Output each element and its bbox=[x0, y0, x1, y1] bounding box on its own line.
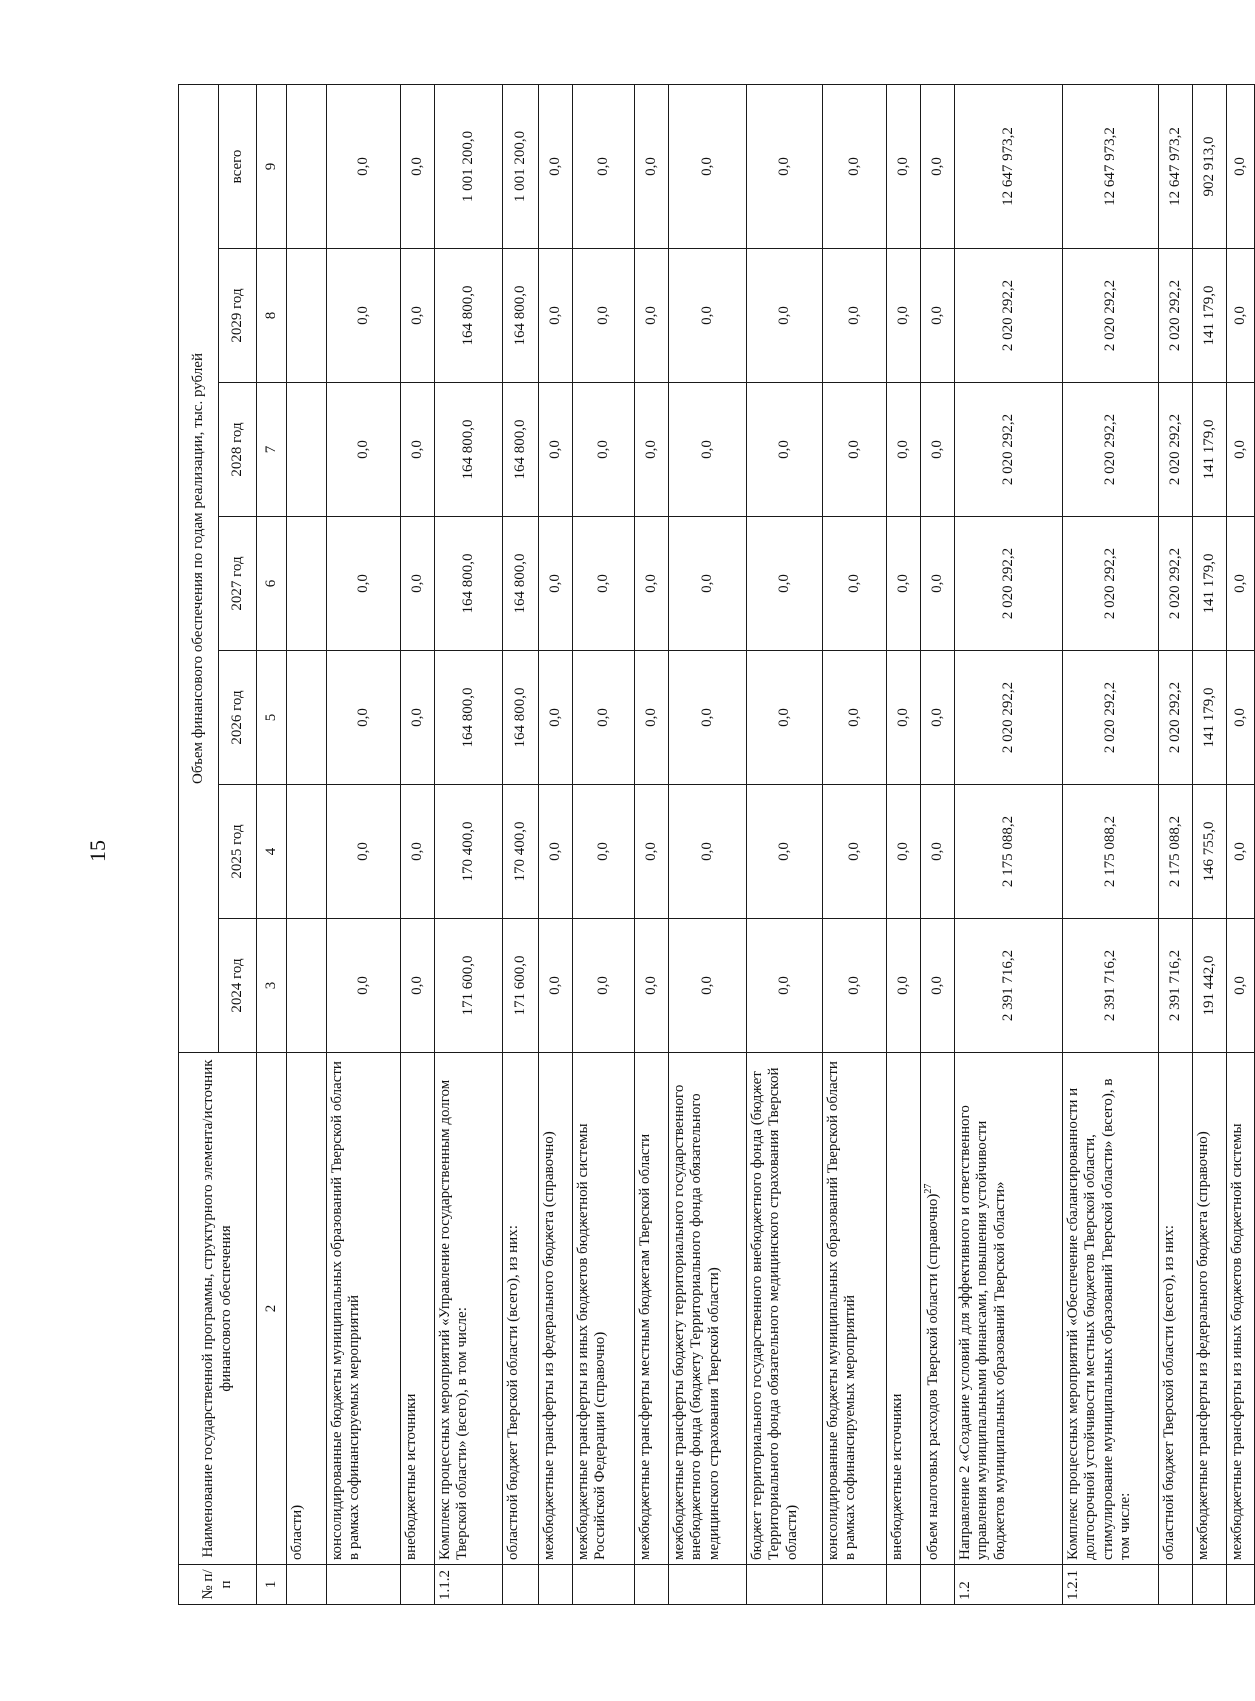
row-name-text: межбюджетные трансферты местным бюджетам Тверской области bbox=[637, 1133, 653, 1560]
value-cell: 164 800,0 bbox=[503, 651, 539, 785]
value-cell: 2 391 716,2 bbox=[955, 919, 1063, 1053]
header-year: 2028 год bbox=[219, 383, 257, 517]
page-number: 15 bbox=[85, 840, 110, 862]
value-cell: 0,0 bbox=[573, 517, 635, 651]
value-cell: 0,0 bbox=[1227, 517, 1255, 651]
row-name-text: внебюджетные источники bbox=[889, 1393, 905, 1560]
value-cell: 2 020 292,2 bbox=[1063, 383, 1159, 517]
table-row bbox=[955, 85, 1063, 1605]
value-cell: 141 179,0 bbox=[1193, 249, 1227, 383]
column-number: 7 bbox=[257, 383, 287, 517]
table-row bbox=[635, 85, 669, 1605]
value-cell: 0,0 bbox=[635, 85, 669, 249]
value-cell: 141 179,0 bbox=[1193, 517, 1227, 651]
value-cell: 2 020 292,2 bbox=[1159, 249, 1193, 383]
value-cell: 0,0 bbox=[327, 517, 401, 651]
value-cell: 0,0 bbox=[327, 383, 401, 517]
header-number: № п/п bbox=[179, 1565, 257, 1605]
row-number bbox=[503, 1565, 539, 1605]
row-name-text: консолидированные бюджеты муниципальных образований Тверской области в рамках софинансируемых мероприятий bbox=[329, 1061, 363, 1560]
value-cell: 12 647 973,2 bbox=[1159, 85, 1193, 249]
value-cell: 0,0 bbox=[921, 785, 955, 919]
value-cell bbox=[287, 517, 327, 651]
value-cell: 0,0 bbox=[669, 249, 747, 383]
header-year: всего bbox=[219, 85, 257, 249]
value-cell: 0,0 bbox=[573, 651, 635, 785]
table-row bbox=[1193, 85, 1227, 1605]
table-row bbox=[287, 85, 327, 1605]
row-number: 1.1.2 bbox=[435, 1565, 503, 1605]
value-cell: 164 800,0 bbox=[503, 517, 539, 651]
value-cell: 2 020 292,2 bbox=[1063, 249, 1159, 383]
value-cell: 164 800,0 bbox=[435, 517, 503, 651]
value-cell: 12 647 973,2 bbox=[955, 85, 1063, 249]
value-cell bbox=[287, 919, 327, 1053]
value-cell: 0,0 bbox=[887, 517, 921, 651]
value-cell: 0,0 bbox=[823, 785, 887, 919]
value-cell: 0,0 bbox=[1227, 85, 1255, 249]
row-number bbox=[669, 1565, 747, 1605]
table-row bbox=[435, 85, 503, 1605]
table-row bbox=[823, 85, 887, 1605]
rotated-page-content bbox=[178, 85, 1248, 1605]
value-cell: 0,0 bbox=[887, 85, 921, 249]
value-cell: 0,0 bbox=[635, 249, 669, 383]
value-cell: 0,0 bbox=[921, 651, 955, 785]
table-header bbox=[179, 85, 287, 1605]
value-cell: 0,0 bbox=[669, 785, 747, 919]
row-name bbox=[1063, 1053, 1159, 1565]
table-row bbox=[503, 85, 539, 1605]
value-cell: 1 001 200,0 bbox=[435, 85, 503, 249]
value-cell: 0,0 bbox=[1227, 383, 1255, 517]
value-cell: 0,0 bbox=[539, 785, 573, 919]
value-cell: 0,0 bbox=[539, 517, 573, 651]
value-cell: 2 391 716,2 bbox=[1063, 919, 1159, 1053]
table-row bbox=[921, 85, 955, 1605]
column-number: 2 bbox=[257, 1053, 287, 1565]
row-number bbox=[887, 1565, 921, 1605]
value-cell: 164 800,0 bbox=[435, 249, 503, 383]
value-cell: 2 020 292,2 bbox=[955, 517, 1063, 651]
value-cell: 0,0 bbox=[401, 785, 435, 919]
row-number: 1.2.1 bbox=[1063, 1565, 1159, 1605]
value-cell: 164 800,0 bbox=[503, 249, 539, 383]
value-cell: 0,0 bbox=[823, 249, 887, 383]
financing-table bbox=[178, 84, 1255, 1605]
row-number bbox=[1193, 1565, 1227, 1605]
column-number: 8 bbox=[257, 249, 287, 383]
value-cell: 171 600,0 bbox=[435, 919, 503, 1053]
row-number bbox=[1159, 1565, 1193, 1605]
row-name bbox=[1159, 1053, 1193, 1565]
header-year: 2025 год bbox=[219, 785, 257, 919]
row-name-text: бюджет территориального государственного внебюджетного фонда (бюджет Территориального фонда обязательного медицинского страхования Тверской области) bbox=[749, 1067, 800, 1560]
row-number bbox=[747, 1565, 823, 1605]
row-name-text: Направление 2 «Создание условий для эффективного и ответственного управления муниципальными финансами, повышения устойчивости бюджетов муниципальных образований Тверской области» bbox=[957, 1105, 1008, 1560]
value-cell: 2 020 292,2 bbox=[955, 651, 1063, 785]
row-number bbox=[823, 1565, 887, 1605]
row-name-text: Комплекс процессных мероприятий «Обеспечение сбалансированности и долгосрочной устойчивости местных бюджетов Тверской области, стимулирование муниципальных образований Тверской области» (всего), в том числе: bbox=[1065, 1078, 1133, 1560]
value-cell: 2 020 292,2 bbox=[1063, 517, 1159, 651]
row-number bbox=[401, 1565, 435, 1605]
row-name-text: внебюджетные источники bbox=[403, 1393, 419, 1560]
value-cell: 2 020 292,2 bbox=[1159, 383, 1193, 517]
row-name bbox=[669, 1053, 747, 1565]
value-cell: 2 020 292,2 bbox=[1159, 517, 1193, 651]
value-cell: 0,0 bbox=[401, 249, 435, 383]
value-cell: 0,0 bbox=[539, 249, 573, 383]
value-cell: 170 400,0 bbox=[435, 785, 503, 919]
value-cell: 0,0 bbox=[669, 517, 747, 651]
value-cell: 141 179,0 bbox=[1193, 383, 1227, 517]
row-number bbox=[1227, 1565, 1255, 1605]
value-cell: 0,0 bbox=[401, 919, 435, 1053]
value-cell: 0,0 bbox=[573, 919, 635, 1053]
row-name-text: межбюджетные трансферты из иных бюджетов бюджетной системы bbox=[1229, 1123, 1245, 1560]
row-name-text: объем налоговых расходов Тверской области (справочно) bbox=[925, 1193, 941, 1560]
value-cell: 2 020 292,2 bbox=[955, 383, 1063, 517]
value-cell: 0,0 bbox=[887, 919, 921, 1053]
value-cell: 0,0 bbox=[401, 85, 435, 249]
value-cell: 2 175 088,2 bbox=[1159, 785, 1193, 919]
value-cell: 2 391 716,2 bbox=[1159, 919, 1193, 1053]
value-cell: 0,0 bbox=[887, 249, 921, 383]
row-name bbox=[327, 1053, 401, 1565]
row-name bbox=[573, 1053, 635, 1565]
value-cell: 0,0 bbox=[921, 517, 955, 651]
value-cell: 0,0 bbox=[401, 517, 435, 651]
value-cell: 0,0 bbox=[327, 651, 401, 785]
value-cell bbox=[287, 249, 327, 383]
value-cell: 0,0 bbox=[669, 383, 747, 517]
value-cell: 0,0 bbox=[539, 85, 573, 249]
row-name bbox=[435, 1053, 503, 1565]
header-year: 2027 год bbox=[219, 517, 257, 651]
value-cell: 0,0 bbox=[921, 919, 955, 1053]
table-row bbox=[669, 85, 747, 1605]
value-cell: 2 175 088,2 bbox=[955, 785, 1063, 919]
value-cell: 0,0 bbox=[1227, 249, 1255, 383]
row-number bbox=[921, 1565, 955, 1605]
row-name-text: межбюджетные трансферты из федерального бюджета (справочно) bbox=[541, 1131, 557, 1560]
value-cell: 0,0 bbox=[747, 651, 823, 785]
row-number bbox=[635, 1565, 669, 1605]
value-cell bbox=[287, 651, 327, 785]
table-row bbox=[1159, 85, 1193, 1605]
value-cell: 164 800,0 bbox=[503, 383, 539, 517]
value-cell: 0,0 bbox=[823, 651, 887, 785]
value-cell: 0,0 bbox=[327, 249, 401, 383]
header-name: Наименование государственной программы, структурного элемента/источник финансового обеспечения bbox=[179, 1053, 257, 1565]
footnote-marker: 27 bbox=[923, 1183, 934, 1194]
value-cell: 141 179,0 bbox=[1193, 651, 1227, 785]
row-name bbox=[539, 1053, 573, 1565]
value-cell: 0,0 bbox=[747, 249, 823, 383]
value-cell: 164 800,0 bbox=[435, 383, 503, 517]
value-cell: 0,0 bbox=[823, 517, 887, 651]
value-cell: 171 600,0 bbox=[503, 919, 539, 1053]
value-cell: 0,0 bbox=[747, 383, 823, 517]
row-number bbox=[539, 1565, 573, 1605]
value-cell: 0,0 bbox=[573, 85, 635, 249]
value-cell: 0,0 bbox=[573, 383, 635, 517]
value-cell: 0,0 bbox=[327, 919, 401, 1053]
column-number: 1 bbox=[257, 1565, 287, 1605]
column-number: 4 bbox=[257, 785, 287, 919]
table-body bbox=[287, 85, 1255, 1605]
row-name-text: областной бюджет Тверской области (всего), из них: bbox=[1161, 1225, 1177, 1560]
value-cell: 0,0 bbox=[635, 651, 669, 785]
table-row bbox=[1063, 85, 1159, 1605]
row-number: 1.2 bbox=[955, 1565, 1063, 1605]
table-row bbox=[539, 85, 573, 1605]
value-cell: 0,0 bbox=[327, 85, 401, 249]
value-cell: 2 020 292,2 bbox=[955, 249, 1063, 383]
value-cell: 0,0 bbox=[635, 919, 669, 1053]
value-cell: 0,0 bbox=[573, 249, 635, 383]
value-cell: 0,0 bbox=[539, 919, 573, 1053]
value-cell bbox=[287, 383, 327, 517]
value-cell: 0,0 bbox=[823, 383, 887, 517]
row-name-text: областной бюджет Тверской области (всего), из них: bbox=[505, 1225, 521, 1560]
table-row bbox=[573, 85, 635, 1605]
table-row bbox=[1227, 85, 1255, 1605]
value-cell: 0,0 bbox=[1227, 919, 1255, 1053]
row-number bbox=[287, 1565, 327, 1605]
value-cell: 0,0 bbox=[539, 651, 573, 785]
value-cell: 0,0 bbox=[747, 919, 823, 1053]
value-cell: 0,0 bbox=[401, 383, 435, 517]
row-name bbox=[747, 1053, 823, 1565]
value-cell: 0,0 bbox=[747, 517, 823, 651]
row-name-text: межбюджетные трансферты из иных бюджетов бюджетной системы Российской Федерации (справочно) bbox=[575, 1123, 609, 1560]
column-number: 5 bbox=[257, 651, 287, 785]
value-cell: 0,0 bbox=[401, 651, 435, 785]
value-cell: 902 913,0 bbox=[1193, 85, 1227, 249]
value-cell: 0,0 bbox=[747, 785, 823, 919]
value-cell: 0,0 bbox=[573, 785, 635, 919]
row-name bbox=[401, 1053, 435, 1565]
row-name-text: консолидированные бюджеты муниципальных образований Тверской области в рамках софинансируемых мероприятий bbox=[825, 1061, 859, 1560]
row-name bbox=[635, 1053, 669, 1565]
value-cell: 0,0 bbox=[669, 919, 747, 1053]
table-row bbox=[401, 85, 435, 1605]
row-name bbox=[921, 1053, 955, 1565]
row-name bbox=[287, 1053, 327, 1565]
value-cell: 2 175 088,2 bbox=[1063, 785, 1159, 919]
value-cell: 0,0 bbox=[669, 651, 747, 785]
value-cell: 0,0 bbox=[887, 651, 921, 785]
header-year: 2029 год bbox=[219, 249, 257, 383]
value-cell bbox=[287, 85, 327, 249]
value-cell: 0,0 bbox=[1227, 651, 1255, 785]
value-cell: 0,0 bbox=[887, 383, 921, 517]
row-name bbox=[887, 1053, 921, 1565]
value-cell: 0,0 bbox=[1227, 785, 1255, 919]
value-cell: 0,0 bbox=[887, 785, 921, 919]
row-name-text: межбюджетные трансферты бюджету территориального государственного внебюджетного фонда (бюджету Территориального фонда обязательного медицинского страхования Тверской области) bbox=[671, 1084, 722, 1560]
value-cell: 2 020 292,2 bbox=[1063, 651, 1159, 785]
row-name-text: Комплекс процессных мероприятий «Управление государственным долгом Тверской области» (всего), в том числе: bbox=[437, 1079, 471, 1560]
value-cell: 0,0 bbox=[747, 85, 823, 249]
value-cell bbox=[287, 785, 327, 919]
table-row bbox=[327, 85, 401, 1605]
value-cell: 0,0 bbox=[921, 383, 955, 517]
column-number: 9 bbox=[257, 85, 287, 249]
value-cell: 12 647 973,2 bbox=[1063, 85, 1159, 249]
row-number bbox=[573, 1565, 635, 1605]
value-cell: 191 442,0 bbox=[1193, 919, 1227, 1053]
row-name-text: области) bbox=[289, 1504, 305, 1560]
value-cell: 1 001 200,0 bbox=[503, 85, 539, 249]
value-cell: 0,0 bbox=[921, 249, 955, 383]
table-row bbox=[887, 85, 921, 1605]
value-cell: 164 800,0 bbox=[435, 651, 503, 785]
header-year: 2024 год bbox=[219, 919, 257, 1053]
value-cell: 0,0 bbox=[327, 785, 401, 919]
row-name bbox=[503, 1053, 539, 1565]
value-cell: 0,0 bbox=[823, 919, 887, 1053]
column-number: 3 bbox=[257, 919, 287, 1053]
header-financing-group: Объем финансового обеспечения по годам реализации, тыс. рублей bbox=[179, 85, 219, 1053]
row-name bbox=[1193, 1053, 1227, 1565]
value-cell: 0,0 bbox=[921, 85, 955, 249]
row-name bbox=[1227, 1053, 1255, 1565]
value-cell: 0,0 bbox=[635, 383, 669, 517]
value-cell: 0,0 bbox=[823, 85, 887, 249]
value-cell: 146 755,0 bbox=[1193, 785, 1227, 919]
row-name bbox=[955, 1053, 1063, 1565]
column-number: 6 bbox=[257, 517, 287, 651]
value-cell: 0,0 bbox=[635, 517, 669, 651]
row-number bbox=[327, 1565, 401, 1605]
value-cell: 0,0 bbox=[669, 85, 747, 249]
row-name-text: межбюджетные трансферты из федерального бюджета (справочно) bbox=[1195, 1131, 1211, 1560]
value-cell: 0,0 bbox=[539, 383, 573, 517]
header-year: 2026 год bbox=[219, 651, 257, 785]
value-cell: 0,0 bbox=[635, 785, 669, 919]
value-cell: 2 020 292,2 bbox=[1159, 651, 1193, 785]
value-cell: 170 400,0 bbox=[503, 785, 539, 919]
row-name bbox=[823, 1053, 887, 1565]
table-row bbox=[747, 85, 823, 1605]
